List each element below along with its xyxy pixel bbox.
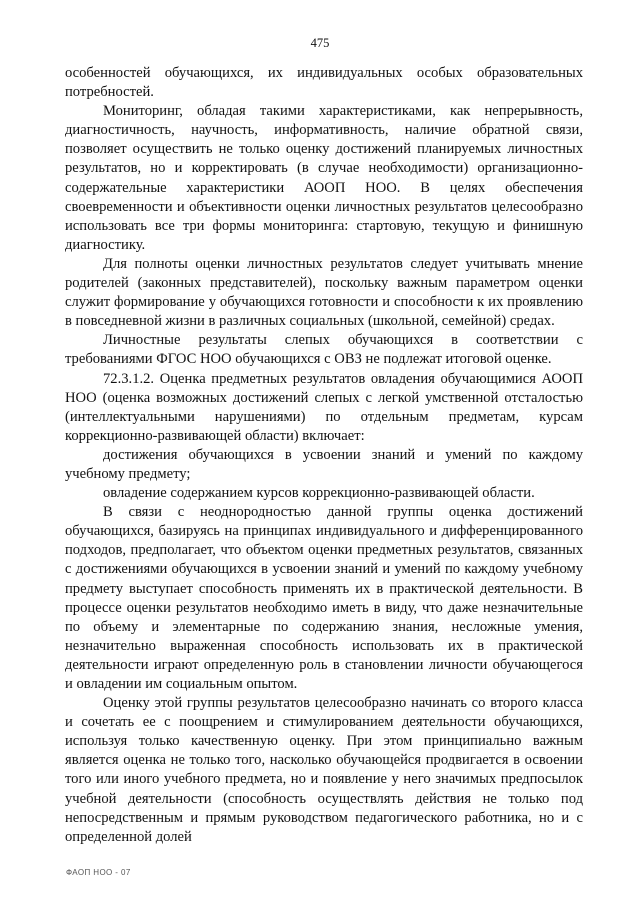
paragraph-6: достижения обучающихся в усвоении знаний и умений по каждому учебному предмету; bbox=[65, 446, 583, 482]
paragraph-3: Для полноты оценки личностных результатов следует учитывать мнение родителей (законных представителей), поскольку важным параметром оценки служит формирование у обучающихся готовности и способности к их проявлению в повседневной жизни в различных социальных (школьной, семейной) средах. bbox=[65, 255, 583, 330]
paragraph-9: Оценку этой группы результатов целесообразно начинать со второго класса и сочетать ее с поощрением и стимулированием деятельности обучающихся, используя только качественную оценку. При этом принципиально важным является оценка не только того, насколько обучающейся продвигается в освоении того или иного учебного предмета, но и появление у него значимых предпосылок учебной деятельности (способность осуществлять действия не только под непосредственным и прямым руководством педагогического работника, но и с определенной долей bbox=[65, 695, 583, 845]
paragraph-4: Личностные результаты слепых обучающихся в соответствии с требованиями ФГОС НОО обучающихся с ОВЗ не подлежат итоговой оценке. bbox=[65, 332, 583, 368]
page-number: 475 bbox=[310, 36, 330, 50]
paragraph-8: В связи с неоднородностью данной группы оценка достижений обучающихся, базируясь на принципах индивидуального и дифференцированного подходов, предполагает, что объектом оценки предметных результатов, связанных с достижениями обучающихся в усвоении знаний и умений по каждому учебному предмету выступает способность применять их в практической деятельности. В процессе оценки результатов необходимо иметь в виду, что даже незначительные по объему и элементарные по содержанию знания, несложные умения, незначительно выраженная способность использовать их в практической деятельности играют определенную роль в становлении личности обучающегося и овладении им социальным опытом. bbox=[65, 504, 583, 692]
paragraph-2: Мониторинг, обладая такими характеристиками, как непрерывность, диагностичность, научность, информативность, наличие обратной связи, позволяет осуществить не только оценку достижений планируемых личностных результатов, но и корректировать (в случае необходимости) организационно-содержательные характеристики АООП НОО. В целях обеспечения своевременности и объективности оценки личностных результатов целесообразно использовать все три формы мониторинга: стартовую, текущую и финишную диагностику. bbox=[65, 103, 583, 253]
paragraph-5: 72.3.1.2. Оценка предметных результатов овладения обучающимися АООП НОО (оценка возможных достижений слепых с легкой умственной отсталостью (интеллектуальными нарушениями) по отдельным предметам, курсам коррекционно-развивающей области) включает: bbox=[65, 370, 583, 444]
paragraph-7: овладение содержанием курсов коррекционно-развивающей области. bbox=[103, 485, 535, 502]
body-text bbox=[65, 64, 583, 847]
paragraph-1: особенностей обучающихся, их индивидуальных особых образовательных потребностей. bbox=[65, 65, 583, 101]
page-footer: ФАОП НОО - 07 bbox=[66, 868, 131, 877]
